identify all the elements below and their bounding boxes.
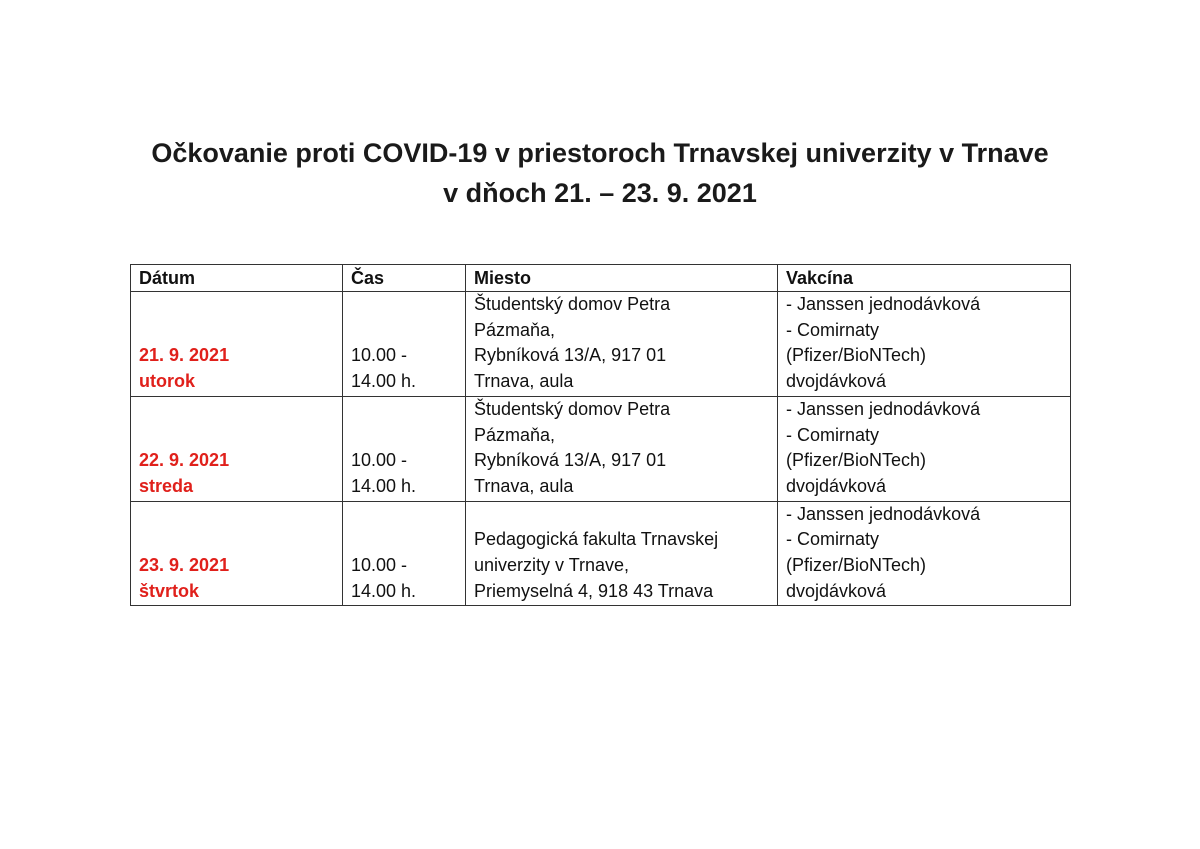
vaccine-line: - Comirnaty	[786, 529, 880, 550]
vaccine-cell	[778, 292, 1071, 397]
time-start: 10.00 -	[351, 345, 408, 366]
place-line: Pázmaňa,	[474, 424, 556, 445]
table-row	[131, 396, 1071, 501]
vaccine-line: dvojdávková	[786, 371, 887, 392]
place-cell	[466, 396, 778, 501]
document-title-line2: v dňoch 21. – 23. 9. 2021	[443, 178, 757, 208]
table-header-row	[131, 265, 1071, 292]
date-cell	[131, 396, 343, 501]
date-cell	[131, 292, 343, 397]
time-start: 10.00 -	[351, 450, 408, 471]
vaccine-line: (Pfizer/BioNTech)	[786, 555, 927, 576]
time-cell	[343, 292, 466, 397]
date-value: 22. 9. 2021	[139, 450, 230, 471]
place-line: Trnava, aula	[474, 475, 574, 496]
vaccine-line: dvojdávková	[786, 475, 887, 496]
vaccine-line: - Comirnaty	[786, 424, 880, 445]
header-time: Čas	[343, 265, 466, 292]
place-cell	[466, 292, 778, 397]
time-start: 10.00 -	[351, 555, 408, 576]
time-end: 14.00 h.	[351, 371, 417, 392]
vaccine-line: - Comirnaty	[786, 319, 880, 340]
vaccine-line: dvojdávková	[786, 580, 887, 601]
vaccination-schedule-table	[130, 264, 1071, 606]
vaccine-line: - Janssen jednodávková	[786, 398, 981, 419]
day-value: utorok	[139, 371, 195, 392]
header-date: Dátum	[131, 265, 343, 292]
place-line: Rybníková 13/A, 917 01	[474, 450, 667, 471]
vaccine-cell	[778, 501, 1071, 606]
vaccine-line: - Janssen jednodávková	[786, 294, 981, 314]
table-row	[131, 501, 1071, 606]
header-place: Miesto	[466, 265, 778, 292]
time-end: 14.00 h.	[351, 475, 417, 496]
time-cell	[343, 396, 466, 501]
table-row	[131, 292, 1071, 397]
place-line: Pedagogická fakulta Trnavskej	[474, 529, 719, 550]
place-line: Trnava, aula	[474, 371, 574, 392]
place-line: Študentský domov Petra	[474, 398, 671, 419]
date-value: 21. 9. 2021	[139, 345, 230, 366]
date-value: 23. 9. 2021	[139, 555, 230, 576]
document-title-line1: Očkovanie proti COVID-19 v priestoroch Trnavskej univerzity v Trnave	[151, 138, 1049, 168]
day-value: štvrtok	[139, 580, 200, 601]
place-line: Rybníková 13/A, 917 01	[474, 345, 667, 366]
vaccine-line: - Janssen jednodávková	[786, 503, 981, 524]
vaccine-cell	[778, 396, 1071, 501]
place-line: Študentský domov Petra	[474, 294, 671, 314]
vaccine-line: (Pfizer/BioNTech)	[786, 450, 927, 471]
place-line: Pázmaňa,	[474, 319, 556, 340]
time-end: 14.00 h.	[351, 580, 417, 601]
place-line: univerzity v Trnave,	[474, 555, 630, 576]
date-cell	[131, 501, 343, 606]
vaccine-line: (Pfizer/BioNTech)	[786, 345, 927, 366]
time-cell	[343, 501, 466, 606]
header-vaccine: Vakcína	[778, 265, 1071, 292]
place-cell	[466, 501, 778, 606]
day-value: streda	[139, 475, 194, 496]
place-line: Priemyselná 4, 918 43 Trnava	[474, 580, 714, 601]
